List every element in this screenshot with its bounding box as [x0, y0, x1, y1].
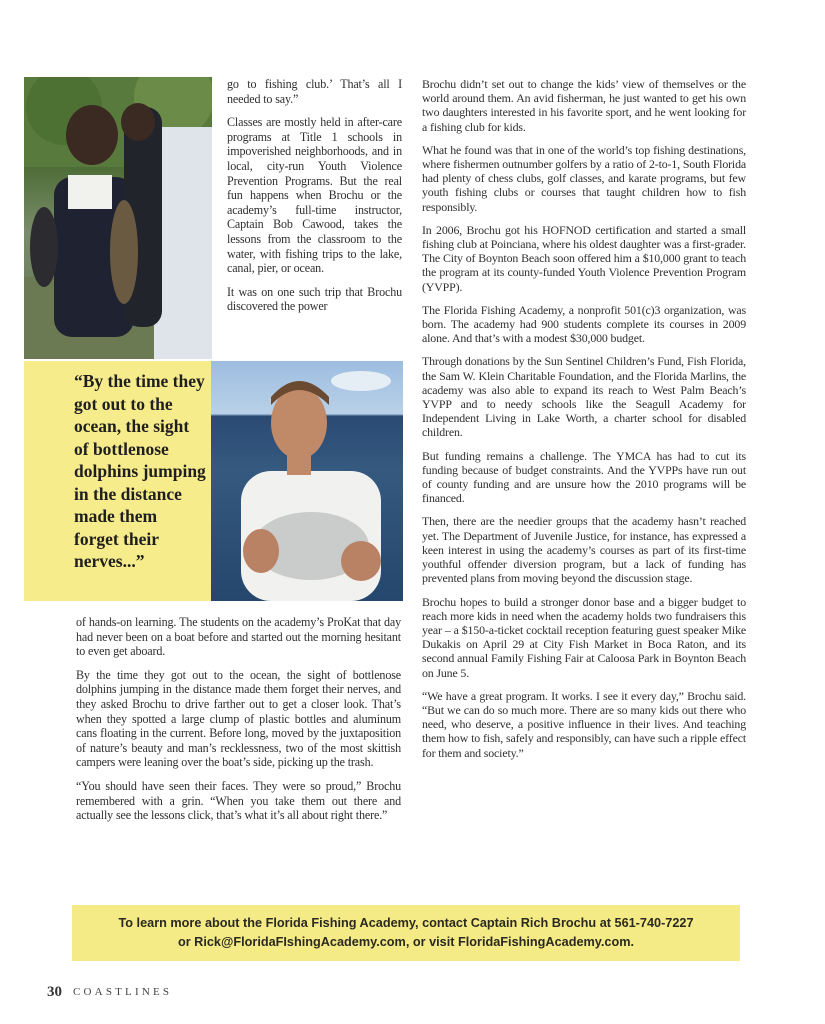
paragraph: Then, there are the needier groups that the academy hasn’t reached yet. The Department of Juvenile Justice, for instance, has expressed a keen interest in using the academy’s courses as part of its first-time youthful offender diversion program, but a lack of funding has prevented plans from moving beyond the discussion stage.: [422, 514, 746, 586]
contact-banner-text: [80, 914, 732, 952]
paragraph: of hands-on learning. The students on the academy’s ProKat that day had never been on a boat before and started out the morning hesitant to even get aboard.: [76, 615, 401, 659]
column-1-bottom: [76, 615, 401, 832]
photo-boy-with-fish: [211, 361, 403, 601]
page-number: 30: [47, 984, 62, 1000]
paragraph: Brochu didn’t set out to change the kids’ view of themselves or the world around them. An avid fisherman, he just wanted to get his own two daughters interested in his favorite sport, and he went looking for a fishing club for kids.: [422, 77, 746, 134]
paragraph: “We have a great program. It works. I see it every day,” Brochu said. “But we can do so much more. There are so many kids out there who need, who deserve, a positive influence in their lives. And teaching them how to fish, safely and responsibly, can have such a ripple effect for them and society.”: [422, 688, 746, 760]
paragraph: Brochu hopes to build a stronger donor base and a bigger budget to reach more kids in need when the academy holds two fundraisers this year – a $150-a-ticket cocktail reception featuring guest speaker Mike Dukakis on April 29 at City Fish Market in Boca Raton, and its second annual Family Fishing Fair at Caloosa Park in Boynton Beach on June 5.: [422, 594, 746, 680]
paragraph: The Florida Fishing Academy, a nonprofit 501(c)3 organization, was born. The academy had 900 students complete its courses in 2009 alone. And that’s with a modest $30,000 budget.: [422, 302, 746, 346]
photo-boy-illustration: [211, 361, 403, 601]
contact-line-2: or Rick@FloridaFIshingAcademy.com, or visit FloridaFishingAcademy.com.: [177, 935, 635, 949]
pull-quote: “By the time they got out to the ocean, the sight of bottlenose dolphins jumping in the distance made them forget their nerves...”: [74, 371, 206, 571]
paragraph: “You should have seen their faces. They were so proud,” Brochu remembered with a grin. “When you take them out there and actually see the lessons click, that’s what it’s all about right there.”: [76, 778, 401, 823]
photo-girl-with-fish: [24, 77, 212, 359]
contact-line-1: To learn more about the Florida Fishing Academy, contact Captain Rich Brochu at 561-740-7227: [118, 916, 694, 930]
paragraph: Classes are mostly held in after-care programs at Title 1 schools in impoverished neighborhoods, and in local, city-run Youth Violence Prevention Programs. But the real fun happens when Brochu or the academy’s full-time instructor, Captain Bob Cawood, takes the lessons from the classroom to the water, with fishing trips to the lake, canal, pier, or ocean.: [227, 115, 402, 276]
paragraph: In 2006, Brochu got his HOFNOD certification and started a small fishing club at Poinciana, where his oldest daughter was a first-grader. The City of Boynton Beach soon offered him a $10,000 grant to teach the program at its county-funded Youth Violence Prevention Program (YVPP).: [422, 222, 746, 294]
column-1-top: [227, 77, 402, 323]
publication-name: COASTLINES: [73, 986, 173, 998]
column-2: [422, 77, 746, 769]
photo-girl-illustration: [24, 77, 212, 359]
paragraph: It was on one such trip that Brochu discovered the power: [227, 284, 402, 314]
paragraph: What he found was that in one of the world’s top fishing destinations, where fishermen outnumber golfers by a ratio of 2-to-1, South Florida had plenty of chess clubs, golf classes, and karate programs, but few youth fishing clubs or courses that taught children how to fish responsibly.: [422, 142, 746, 214]
paragraph: But funding remains a challenge. The YMCA has had to cut its funding because of budget constraints. And the YVPPs have run out of county funding and are unsure how the 2010 programs will be financed.: [422, 448, 746, 506]
paragraph: By the time they got out to the ocean, the sight of bottlenose dolphins jumping in the distance made them forget their nerves, and they asked Brochu to drive farther out to get a closer look. That’s when they spotted a large clump of plastic bottles and aluminum cans floating in the current. Before long, moved by the juxtaposition of nature’s beauty and man’s recklessness, two of the most skittish campers were leaning over the boat’s side, picking up the trash.: [76, 667, 401, 770]
paragraph: Through donations by the Sun Sentinel Children’s Fund, Fish Florida, the Sam W. Klein Charitable Foundation, and the Florida Marlins, the academy was also able to expand its reach to West Palm Beach’s YVPP and to needy schools like the Seagull Academy for Independent Living in Lake Worth, a charter school for disabled children.: [422, 354, 746, 440]
paragraph: go to fishing club.’ That’s all I needed to say.”: [227, 77, 402, 106]
